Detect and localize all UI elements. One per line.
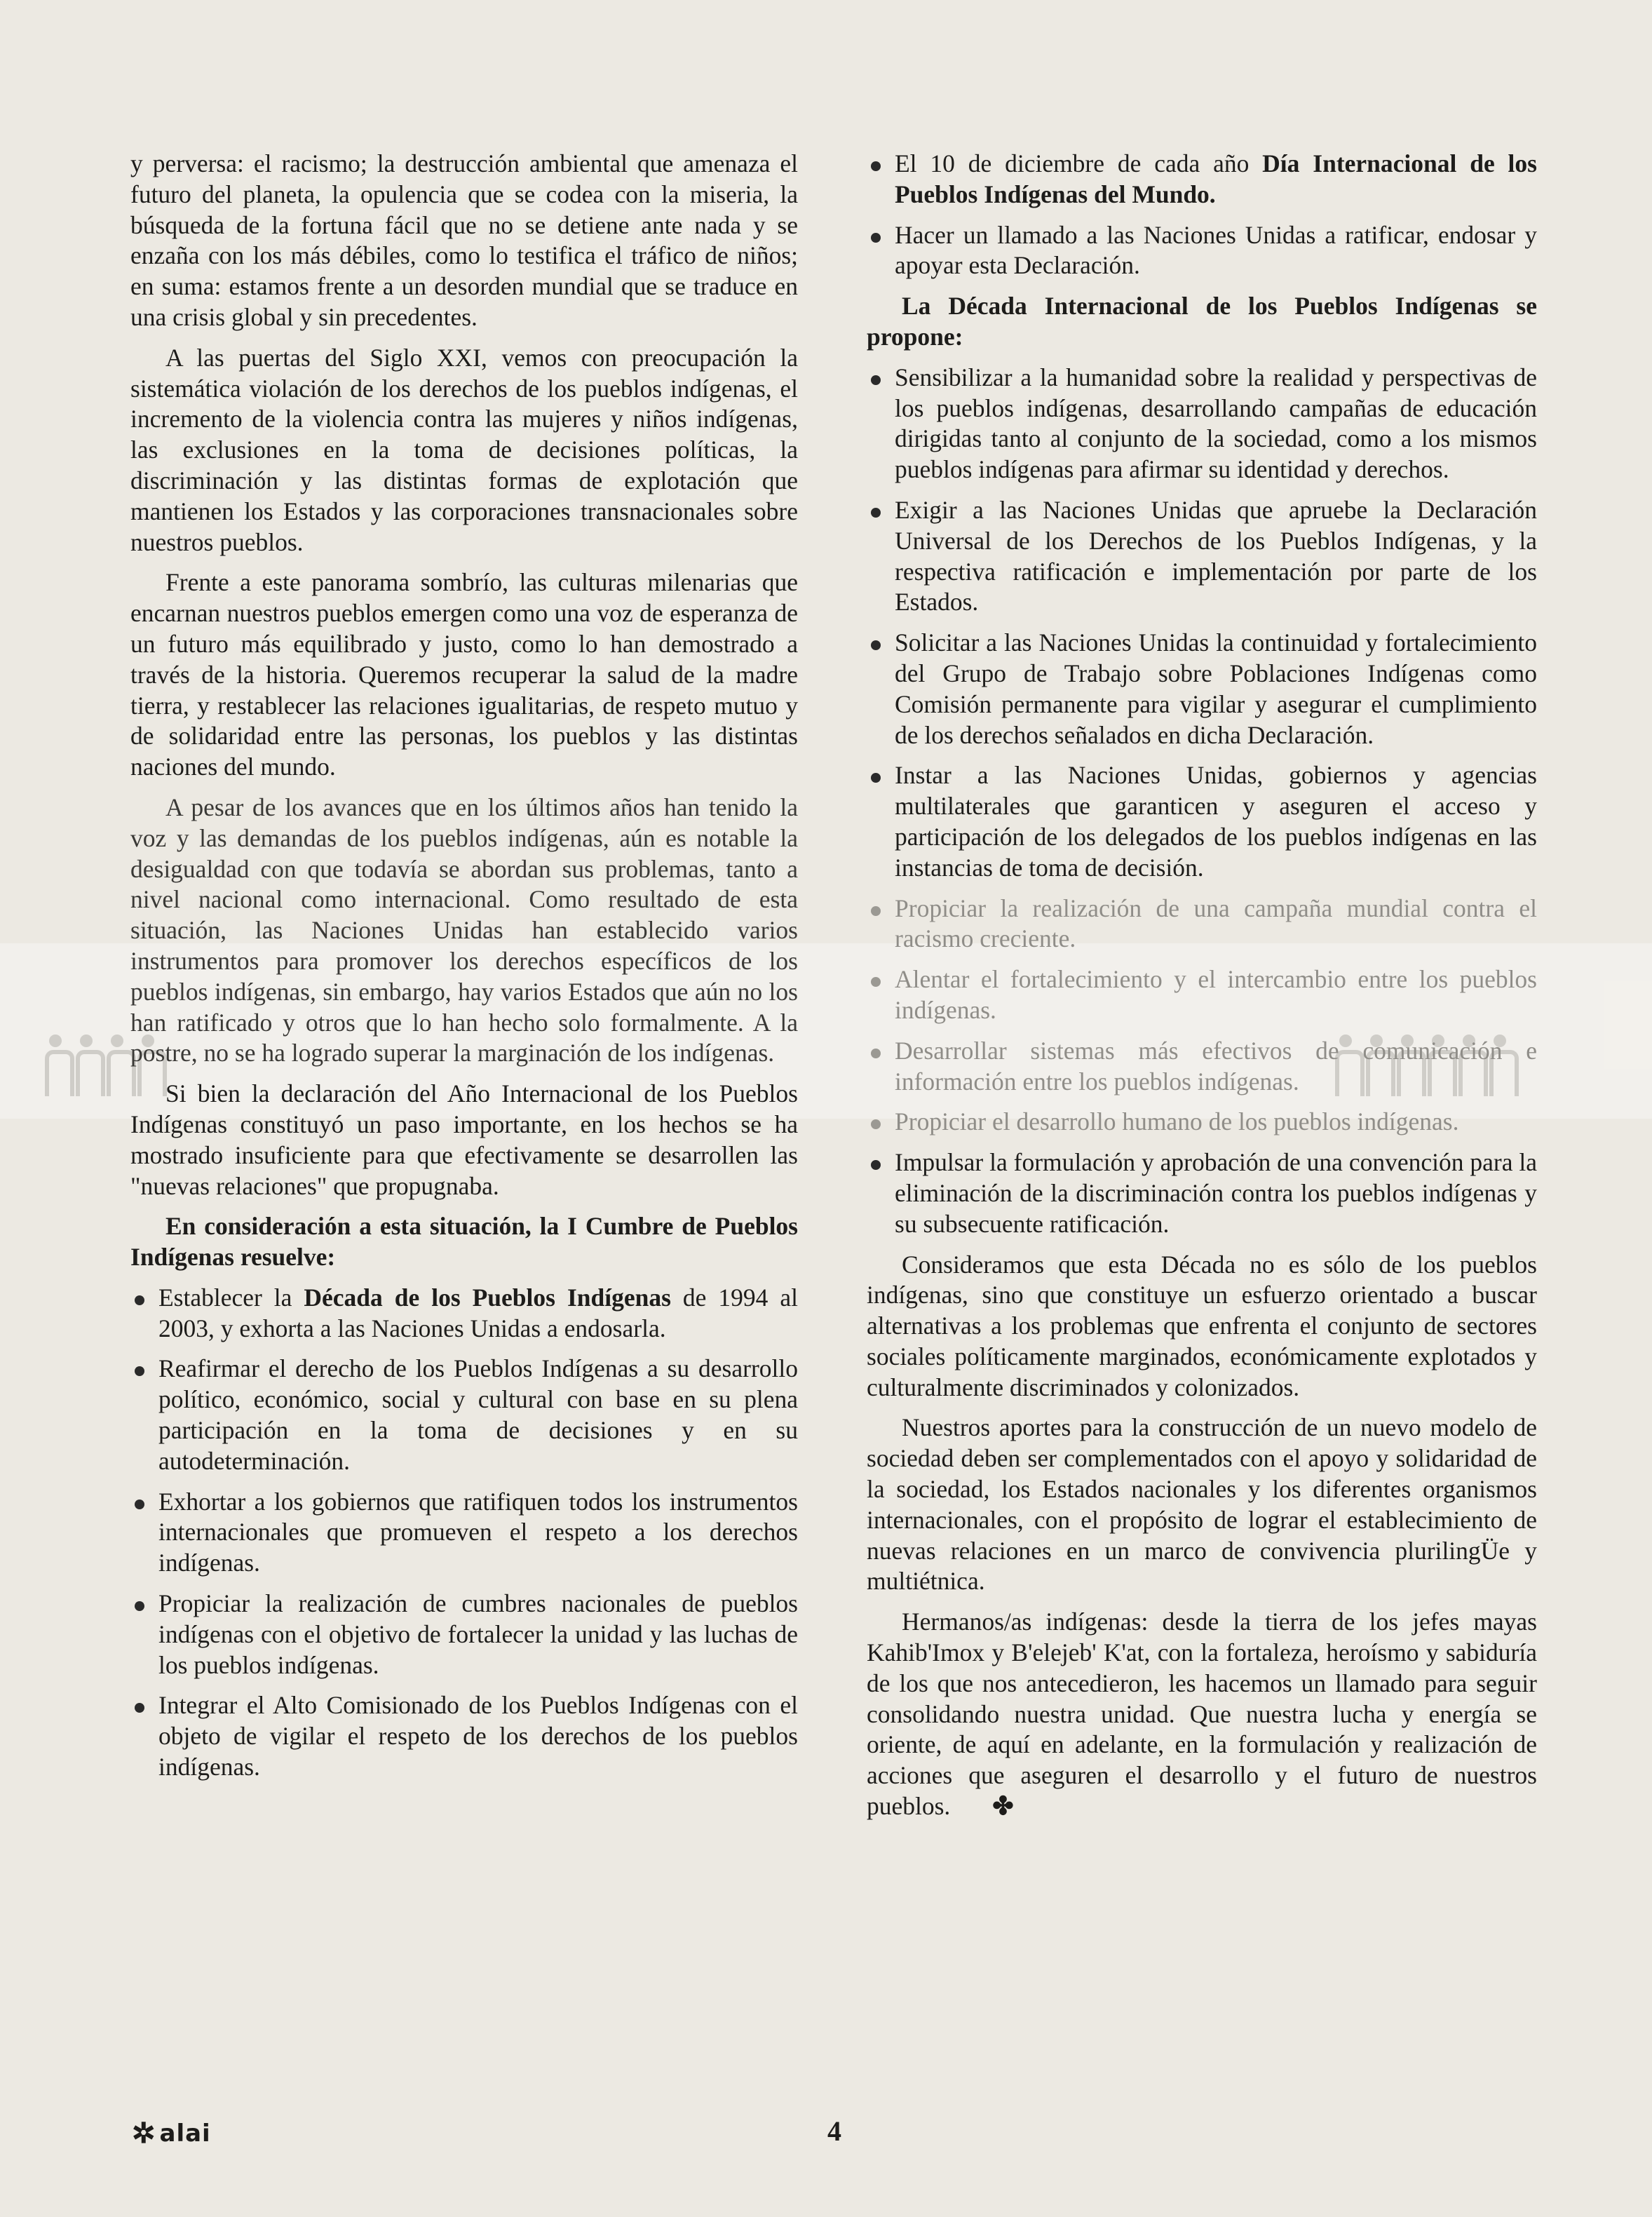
logo-text: alai xyxy=(159,2119,211,2148)
paragraph: Nuestros aportes para la construcción de un nuevo modelo de sociedad deben ser complementados con el apoyo y solidaridad de la sociedad, los Estados nacionales y los diferentes organismos internacionales, con el propósito de lograr el establecimiento de nuevas relaciones en un marco de convivencia plurilingÜe y multiétnica. xyxy=(867,1413,1537,1596)
bullet-icon xyxy=(871,977,881,987)
list-item: Hacer un llamado a las Naciones Unidas a ratificar, endosar y apoyar esta Declaración. xyxy=(867,220,1537,282)
paragraph: y perversa: el racismo; la destrucción ambiental que amenaza el futuro del planeta, la opulencia que se codea con la miseria, la búsqueda de la fortuna fácil que no se detiene ante nada y se enzaña con los más débiles, como lo testifica el tráfico de niños; en suma: estamos frente a un desorden mundial que se traduce en una crisis global y sin precedentes. xyxy=(130,149,798,331)
left-column xyxy=(130,149,798,1793)
bullet-icon xyxy=(135,1703,144,1713)
list-item: Reafirmar el derecho de los Pueblos Indígenas a su desarrollo político, económico, social y cultural con base en su plena participación en la toma de decisiones y en su autodeterminación. xyxy=(130,1354,798,1476)
right-column xyxy=(867,149,1537,1832)
list-item: Alentar el fortalecimiento y el intercambio entre los pueblos indígenas. xyxy=(867,964,1537,1026)
list-item: Exigir a las Naciones Unidas que apruebe la Declaración Universal de los Derechos de los Pueblos Indígenas, y la respectiva ratificación e implementación por parte de los Estados. xyxy=(867,495,1537,618)
footer-logo xyxy=(132,2117,211,2150)
bullet-icon xyxy=(135,1500,144,1509)
paragraph: Frente a este panorama sombrío, las culturas milenarias que encarnan nuestros pueblos emergen como una voz de esperanza de un futuro más equilibrado y justo, como lo han demostrado a través de la historia. Queremos recuperar la salud de la madre tierra, y restablecer las relaciones igualitarias, de respeto mutuo y de solidaridad entre las personas, los pueblos y las distintas naciones del mundo. xyxy=(130,568,798,781)
list-item: Propiciar la realización de una campaña mundial contra el racismo creciente. xyxy=(867,894,1537,955)
bullet-icon xyxy=(871,161,881,171)
list-item: El 10 de diciembre de cada año Día Internacional de los Pueblos Indígenas del Mundo. xyxy=(867,149,1537,210)
bullet-icon xyxy=(135,1601,144,1611)
bullet-icon xyxy=(135,1366,144,1376)
list-item: Integrar el Alto Comisionado de los Pueblos Indígenas con el objeto de vigilar el respeto de los derechos de los pueblos indígenas. xyxy=(130,1690,798,1782)
bullet-icon xyxy=(871,508,881,518)
bullet-icon xyxy=(871,640,881,650)
page-number: 4 xyxy=(827,2115,841,2147)
bullet-icon xyxy=(135,1295,144,1305)
paragraph: Si bien la declaración del Año Internacional de los Pueblos Indígenas constituyó un paso importante, en los hechos se ha mostrado insuficiente para que efectivamente se desarrollen las "nuevas relaciones" que propugnaba. xyxy=(130,1079,798,1200)
section-heading: La Década Internacional de los Pueblos Indígenas se propone: xyxy=(867,292,1537,351)
list-item: Instar a las Naciones Unidas, gobiernos y agencias multilaterales que garanticen y aseguren el acceso y participación de los delegados de los pueblos indígenas en las instancias de toma de decisión. xyxy=(867,760,1537,883)
list-item: Propiciar la realización de cumbres nacionales de pueblos indígenas con el objetivo de fortalecer la unidad y las luchas de los pueblos indígenas. xyxy=(130,1589,798,1680)
list-item: Solicitar a las Naciones Unidas la continuidad y fortalecimiento del Grupo de Trabajo sobre Poblaciones Indígenas como Comisión permanente para vigilar y asegurar el cumplimiento de los derechos señalados en dicha Declaración. xyxy=(867,628,1537,750)
list-item: Sensibilizar a la humanidad sobre la realidad y perspectivas de los pueblos indígenas, desarrollando campañas de educación dirigidas tanto al conjunto de la sociedad, como a los mismos pueblos indígenas para afirmar su identidad y derechos. xyxy=(867,363,1537,485)
list-item: Exhortar a los gobiernos que ratifiquen todos los instrumentos internacionales que promueven el respeto a los derechos indígenas. xyxy=(130,1487,798,1579)
end-mark-icon: ✤ xyxy=(992,1792,1014,1821)
bullet-icon xyxy=(871,773,881,783)
paragraph: Consideramos que esta Década no es sólo de los pueblos indígenas, sino que constituye un esfuerzo orientado a buscar alternativas a los problemas que enfrenta el conjunto de sectores sociales políticamente marginados, económicamente explotados y culturalmente discriminados y colonizados. xyxy=(867,1250,1537,1401)
list-item: Impulsar la formulación y aprobación de una convención para la eliminación de la discriminación contra los pueblos indígenas y su subsecuente ratificación. xyxy=(867,1147,1537,1239)
section-heading: En consideración a esta situación, la I Cumbre de Pueblos Indígenas resuelve: xyxy=(130,1212,798,1272)
list-item: Propiciar el desarrollo humano de los pueblos indígenas. xyxy=(867,1107,1537,1138)
paragraph: A pesar de los avances que en los últimos años han tenido la voz y las demandas de los pueblos indígenas, aún es notable la desigualdad con que todavía se abordan sus problemas, tanto a nivel nacional como internacional. Como resultado de esta situación, las Naciones Unidas han establecido varios instrumentos para promover los derechos específicos de los pueblos indígenas, sin embargo, hay varios Estados que aún no los han ratificado y otros que lo han hecho solo formalmente. A la postre, no se ha logrado superar la marginación de los indígenas. xyxy=(130,793,798,1067)
bullet-icon xyxy=(871,1160,881,1170)
paragraph: Hermanos/as indígenas: desde la tierra de los jefes mayas Kahib'Imox y B'elejeb' K'at, con la fortaleza, heroísmo y sabiduría de los que nos antecedieron, les hacemos un llamado para seguir consolidando nuestra unidad. Que nuestra lucha y energía se oriente, de aquí en adelante, en la formulación y realización de acciones que aseguren el desarrollo y el futuro de nuestros pueblos. ✤ xyxy=(867,1607,1537,1822)
bullet-icon xyxy=(871,233,881,243)
list-item: Desarrollar sistemas más efectivos de comunicación e información entre los pueblos indígenas. xyxy=(867,1036,1537,1098)
bullet-icon xyxy=(871,375,881,385)
list-item: Establecer la Década de los Pueblos Indígenas de 1994 al 2003, y exhorta a las Naciones Unidas a endosarla. xyxy=(130,1283,798,1345)
paragraph: A las puertas del Siglo XXI, vemos con preocupación la sistemática violación de los derechos de los pueblos indígenas, el incremento de la violencia contra las mujeres y niños indígenas, las exclusiones en la toma de decisiones políticas, la discriminación y las distintas formas de explotación que mantienen los Estados y las corporaciones transnacionales sobre nuestros pueblos. xyxy=(130,343,798,556)
bullet-icon xyxy=(871,1119,881,1129)
bullet-icon xyxy=(871,906,881,916)
logo-mark-icon: ✲ xyxy=(132,2117,156,2149)
bullet-icon xyxy=(871,1049,881,1058)
